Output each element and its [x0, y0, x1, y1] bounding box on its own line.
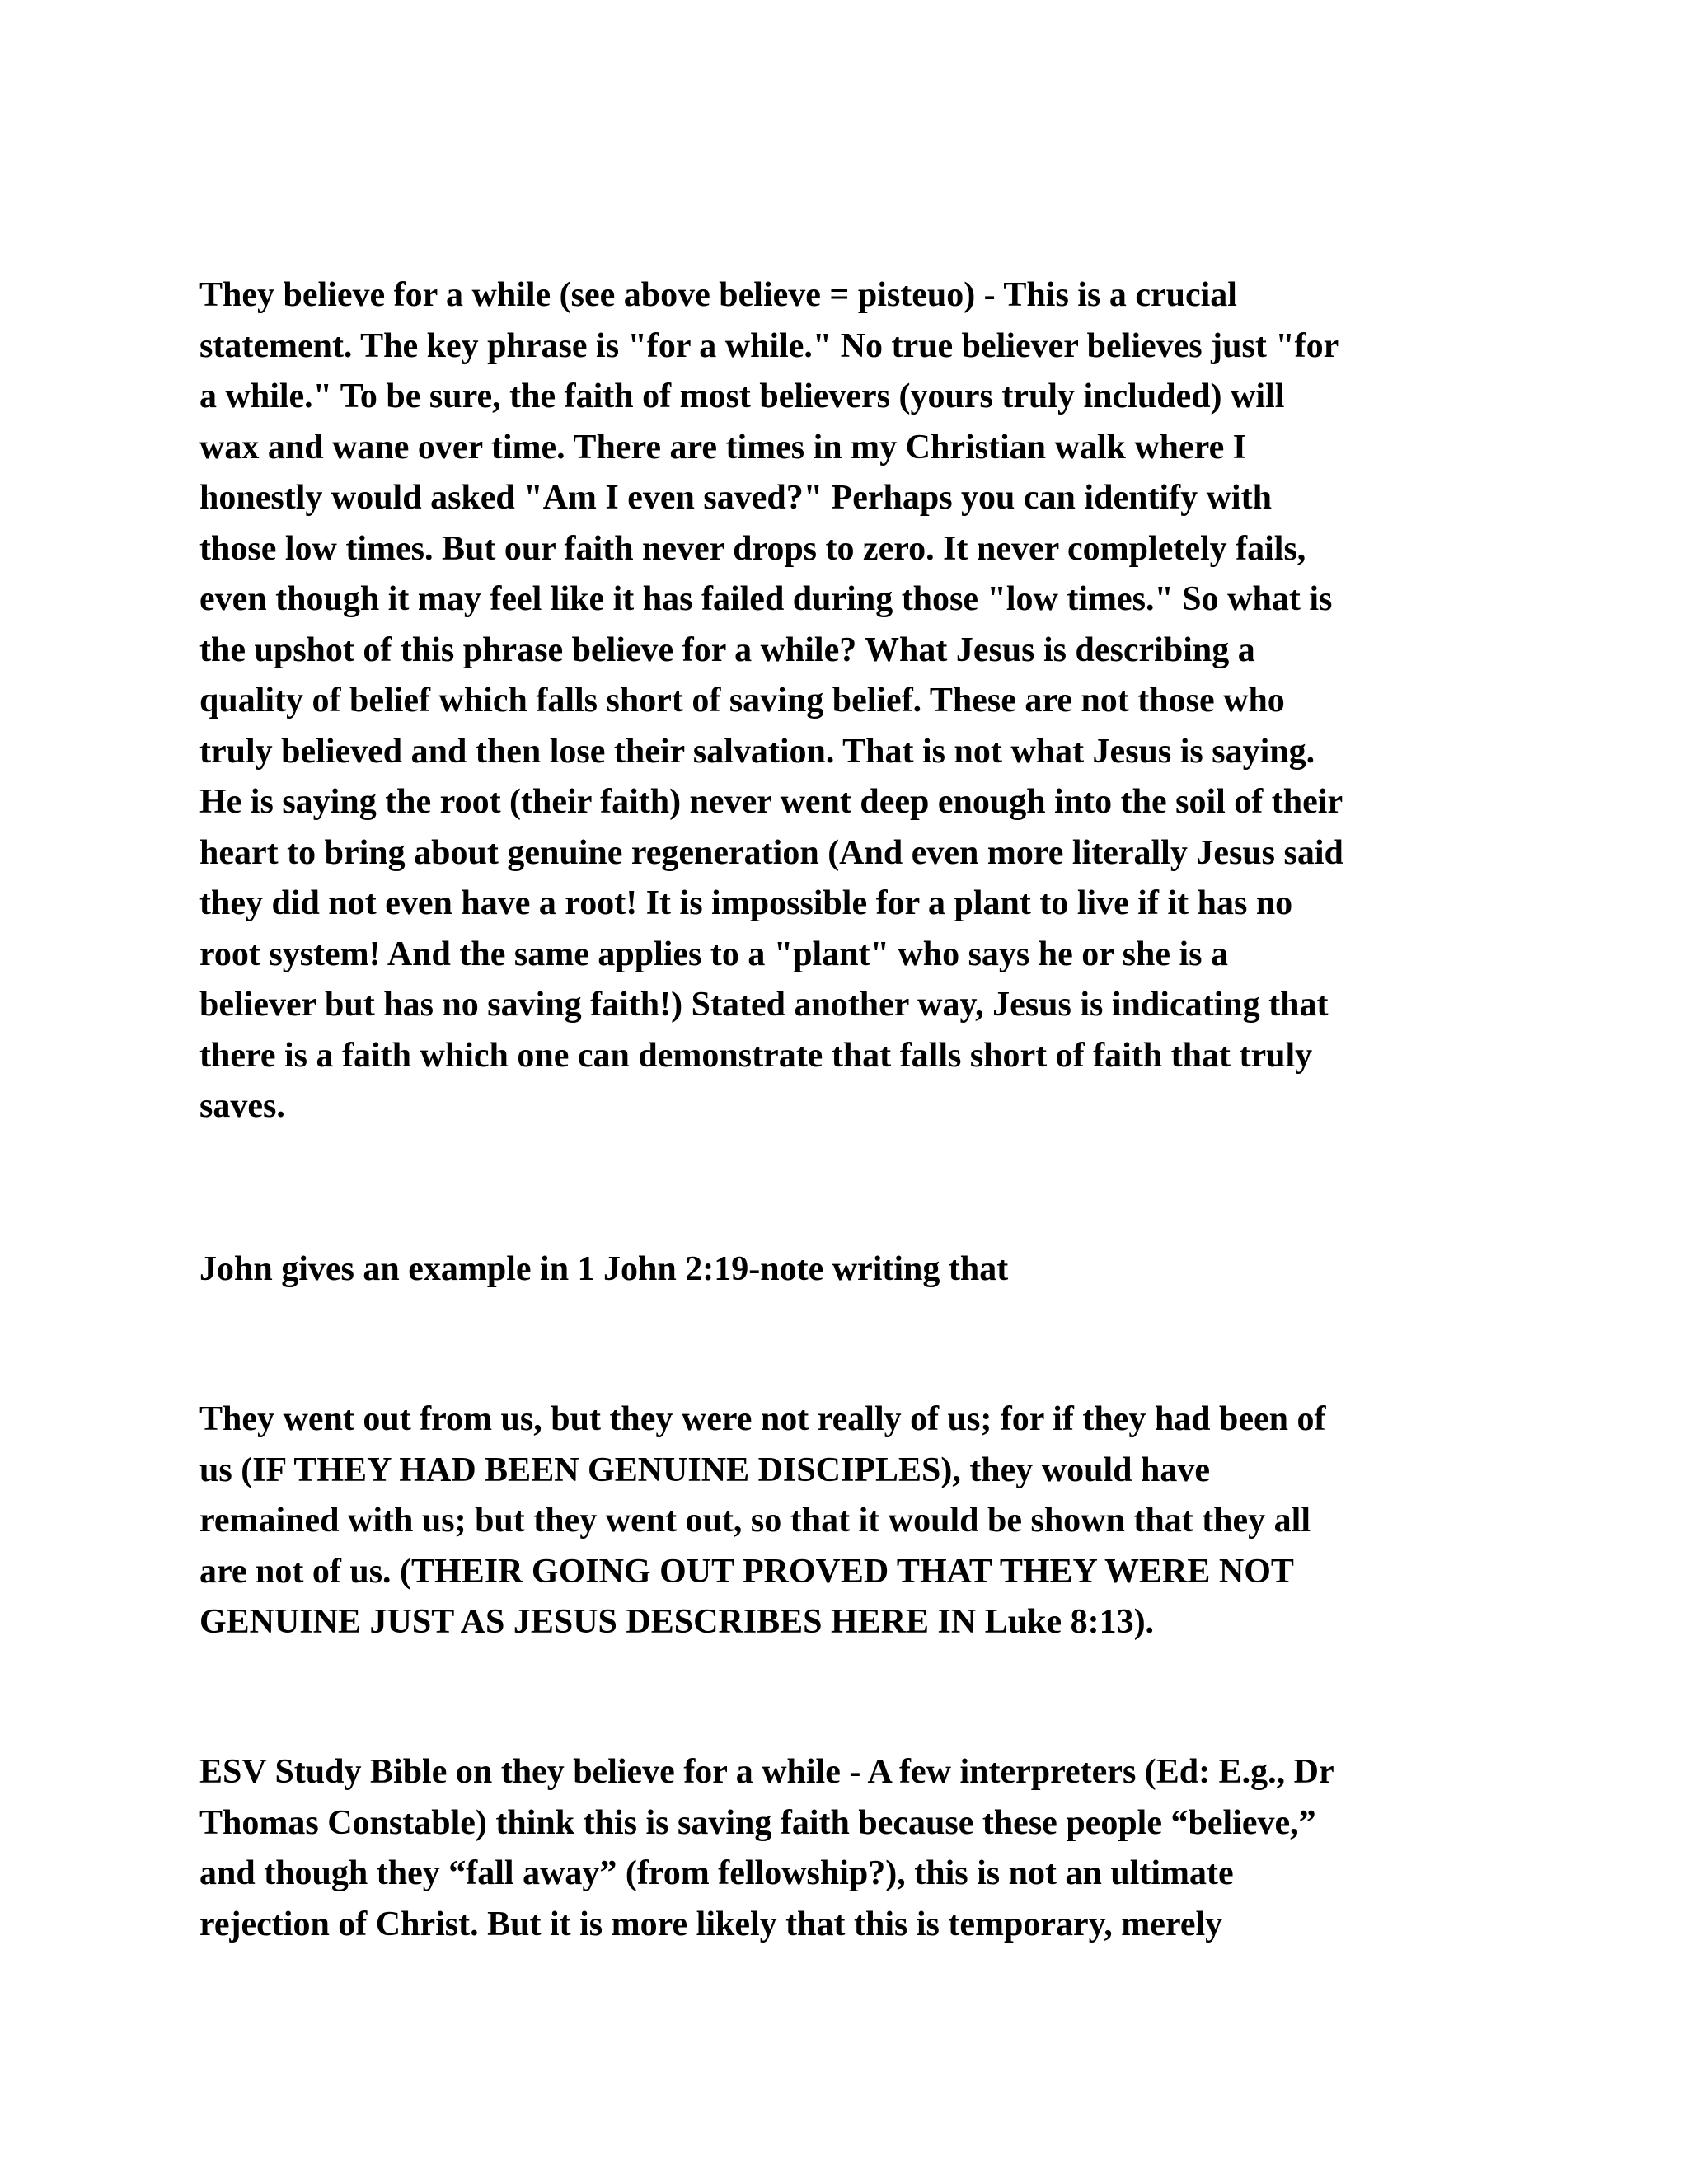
text-line: GENUINE JUST AS JESUS DESCRIBES HERE IN Luke 8:13).	[199, 1603, 1155, 1641]
text-line: and though they “fall away” (from fellowship?), this is not an ultimate	[199, 1854, 1234, 1892]
text-line: quality of belief which falls short of saving belief. These are not those who	[199, 682, 1285, 719]
text-line: heart to bring about genuine regeneration (And even more literally Jesus said	[199, 833, 1343, 872]
text-line: are not of us. (THEIR GOING OUT PROVED THAT THEY WERE NOT	[199, 1552, 1294, 1591]
text-line: honestly would asked "Am I even saved?" Perhaps you can identify with	[199, 479, 1272, 517]
text-line: us (IF THEY HAD BEEN GENUINE DISCIPLES), they would have	[199, 1451, 1211, 1489]
text-line: He is saying the root (their faith) never went deep enough into the soil of their	[199, 783, 1343, 821]
text-line: the upshot of this phrase believe for a while? What Jesus is describing a	[199, 630, 1255, 669]
paragraph-esv-study-bible	[199, 1747, 1485, 1950]
text-line: They went out from us, but they were not really of us; for if they had been of	[199, 1400, 1326, 1438]
text-line: a while." To be sure, the faith of most believers (yours truly included) will	[199, 377, 1285, 415]
text-line: rejection of Christ. But it is more likely that this is temporary, merely	[199, 1905, 1223, 1943]
text-line: believer but has no saving faith!) Stated another way, Jesus is indicating that	[199, 986, 1329, 1024]
text-line: wax and wane over time. There are times in my Christian walk where I	[199, 428, 1247, 466]
text-line: there is a faith which one can demonstrate that falls short of faith that truly	[199, 1036, 1313, 1075]
text-line: They believe for a while (see above believe = pisteuo) - This is a crucial	[199, 276, 1237, 314]
text-line: ESV Study Bible on they believe for a while - A few interpreters (Ed: E.g., Dr	[199, 1753, 1334, 1791]
paragraph-believe-for-a-while	[199, 270, 1485, 1132]
text-line: saves.	[199, 1087, 285, 1125]
text-line: John gives an example in 1 John 2:19-note writing that	[199, 1250, 1009, 1288]
paragraph-john-example	[199, 1244, 1485, 1296]
text-line: those low times. But our faith never drops to zero. It never completely fails,	[199, 529, 1306, 568]
text-line: even though it may feel like it has failed during those "low times." So what is	[199, 580, 1333, 618]
text-line: Thomas Constable) think this is saving faith because these people “believe,”	[199, 1803, 1316, 1842]
text-line: remained with us; but they went out, so that it would be shown that they all	[199, 1502, 1311, 1540]
text-line: root system! And the same applies to a "plant" who says he or she is a	[199, 935, 1229, 973]
paragraph-quotation-1-john	[199, 1394, 1485, 1648]
text-line: statement. The key phrase is "for a while." No true believer believes just "for	[199, 326, 1339, 365]
text-line: they did not even have a root! It is impossible for a plant to live if it has no	[199, 884, 1293, 922]
text-line: truly believed and then lose their salvation. That is not what Jesus is saying.	[199, 732, 1315, 771]
